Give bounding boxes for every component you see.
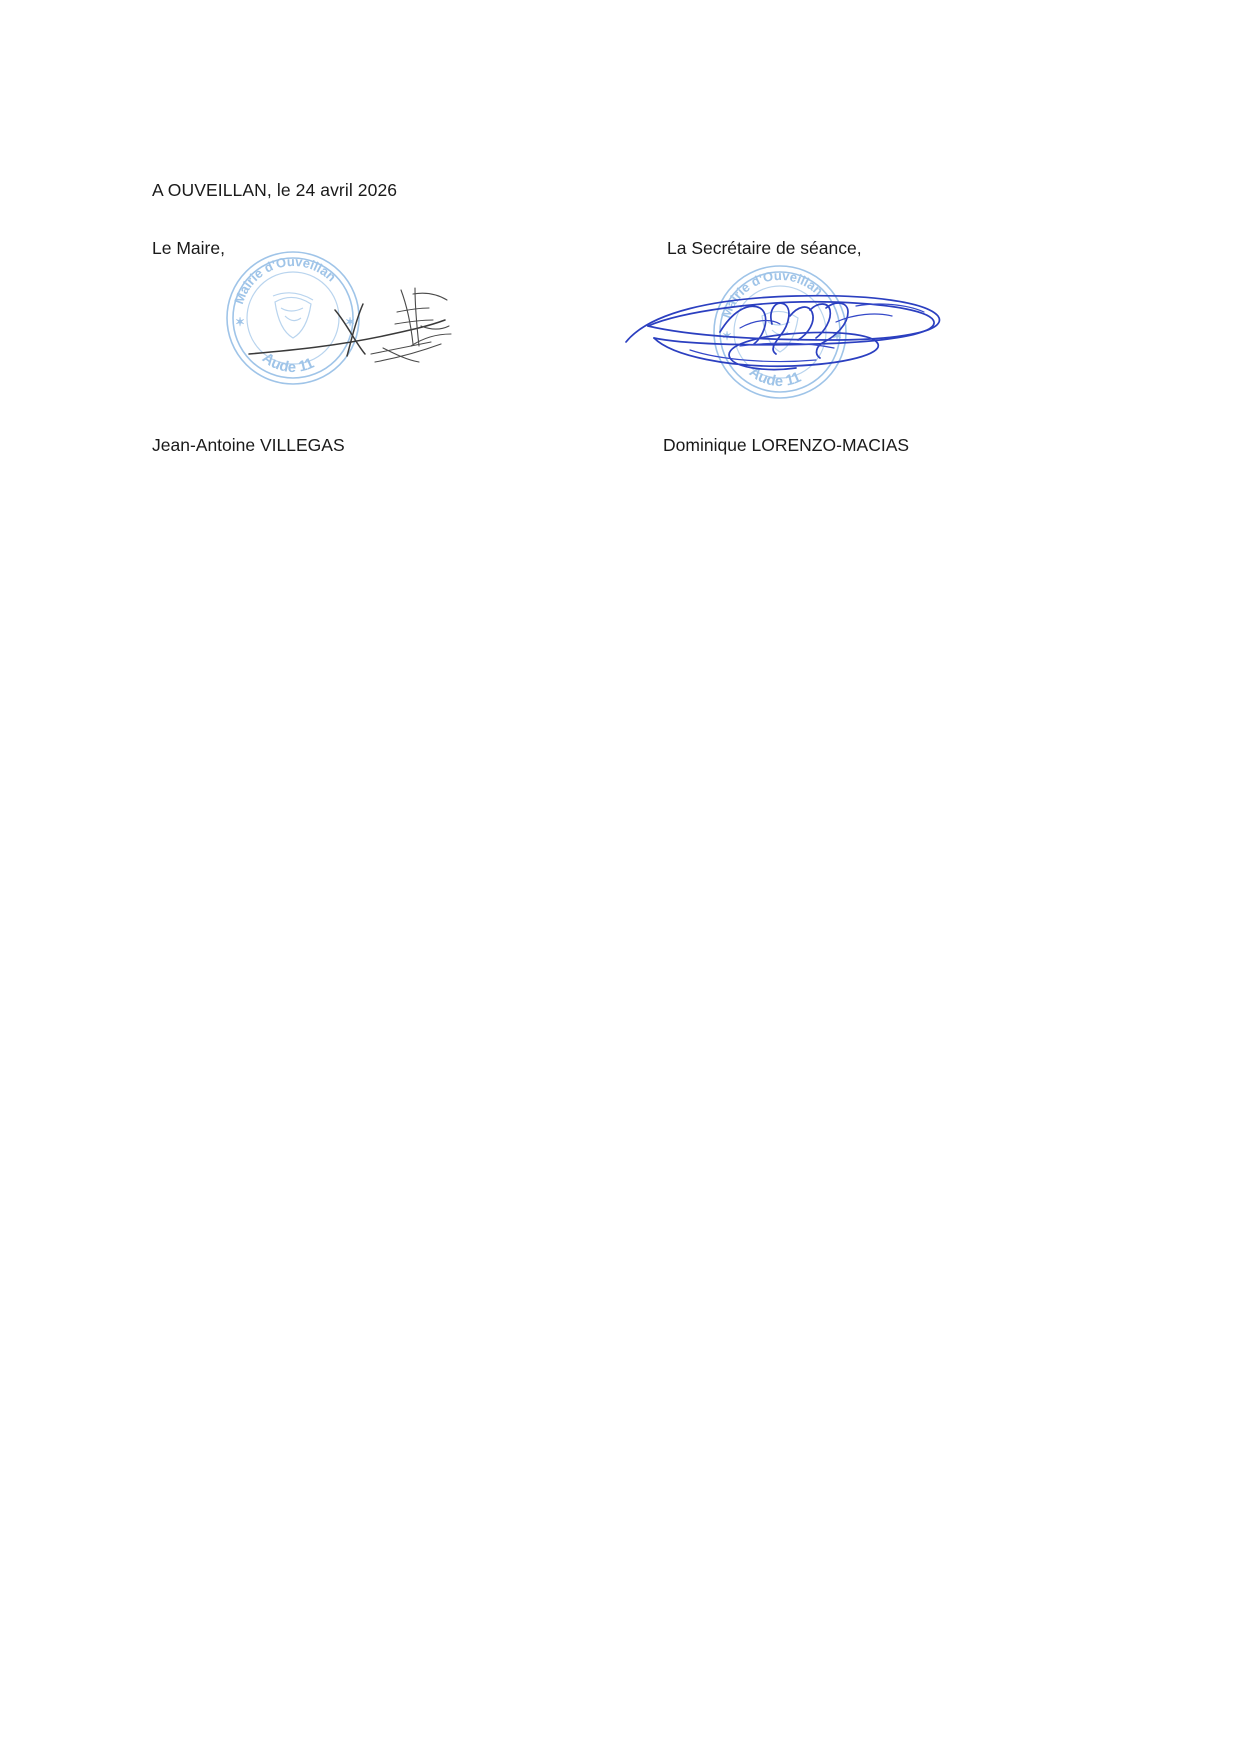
- svg-text:✶: ✶: [722, 329, 733, 343]
- svg-text:✶: ✶: [832, 329, 843, 343]
- handwritten-signature-secretary: [626, 296, 939, 370]
- svg-text:✶: ✶: [235, 315, 246, 329]
- signatory-role-mayor: Le Maire,: [152, 238, 225, 258]
- svg-text:Mairie d'Ouveillan: Mairie d'Ouveillan: [718, 267, 827, 321]
- svg-text:Aude 11: Aude 11: [745, 363, 804, 391]
- svg-text:Mairie d'Ouveillan: Mairie d'Ouveillan: [231, 253, 340, 307]
- signatory-role-secretary: La Secrétaire de séance,: [667, 238, 862, 258]
- dateline: A OUVEILLAN, le 24 avril 2026: [152, 180, 398, 200]
- official-stamp-icon: [227, 252, 359, 384]
- signatory-name-mayor: Jean-Antoine VILLEGAS: [152, 435, 345, 455]
- signatory-name-secretary: Dominique LORENZO-MACIAS: [663, 435, 910, 455]
- svg-text:✶: ✶: [345, 315, 356, 329]
- signature-block-mayor: [215, 250, 575, 440]
- signature-block-secretary: [620, 250, 980, 440]
- svg-text:Aude 11: Aude 11: [258, 349, 317, 377]
